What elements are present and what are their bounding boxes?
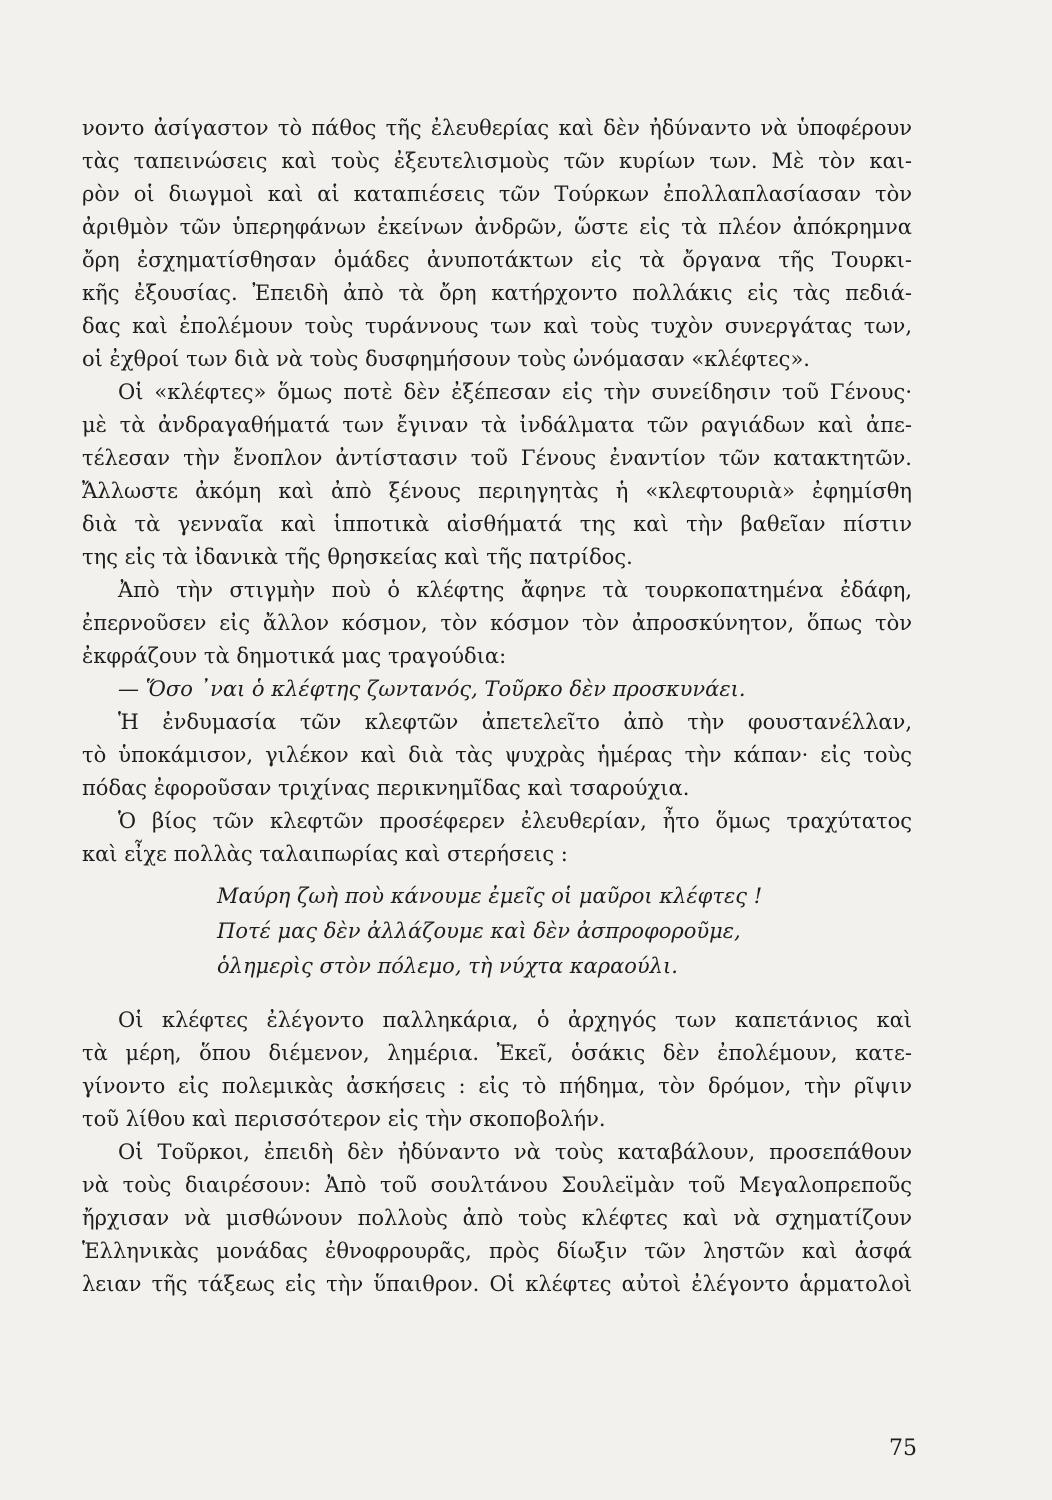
- text-line: ἐκφράζουν τὰ δημοτικά μας τραγούδια:: [82, 644, 507, 668]
- text-line: Ἡ ἐνδυμασία τῶν κλεφτῶν ἀπετελεῖτο ἀπὸ τὴν φουστανέλλαν,: [118, 710, 912, 734]
- text-line: τοῦ λίθου καὶ περισσότερον εἰς τὴν σκοποβολήν.: [82, 1107, 606, 1131]
- text-line: Ἀπὸ τὴν στιγμὴν ποὺ ὁ κλέφτης ἄφηνε τὰ τουρκοπατημένα ἐδάφη,: [118, 578, 912, 602]
- text-line: λειαν τῆς τάξεως εἰς τὴν ὕπαιθρον. Οἱ κλέφτες αὐτοὶ ἐλέγοντο ἁρματολοὶ: [82, 1272, 912, 1296]
- body-text: [82, 112, 912, 1301]
- text-line: δας καὶ ἐπολέμουν τοὺς τυράννους των καὶ τοὺς τυχὸν συνεργάτας των,: [82, 314, 912, 338]
- text-line: οἱ ἐχθροί των διὰ νὰ τοὺς δυσφημήσουν τοὺς ὠνόμασαν «κλέφτες».: [82, 347, 810, 371]
- text-line: Οἱ κλέφτες ἐλέγοντο παλληκάρια, ὁ ἀρχηγός των καπετάνιος καὶ: [118, 1008, 912, 1032]
- text-line: Ὁ βίος τῶν κλεφτῶν προσέφερεν ἐλευθερίαν, ἦτο ὅμως τραχύτατος: [118, 809, 912, 833]
- text-line: Ἄλλωστε ἀκόμη καὶ ἀπὸ ξένους περιηγητὰς ἡ «κλεφτουριὰ» ἐφημίσθη: [82, 479, 912, 503]
- text-line: Οἱ «κλέφτες» ὅμως ποτὲ δὲν ἐξέπεσαν εἰς τὴν συνείδησιν τοῦ Γένους·: [118, 380, 912, 404]
- text-line: γίνοντο εἰς πολεμικὰς ἀσκήσεις : εἰς τὸ πήδημα, τὸν δρόμον, τὴν ρῖψιν: [82, 1074, 912, 1098]
- text-line: διὰ τὰ γενναῖα καὶ ἱπποτικὰ αἰσθήματά της καὶ τὴν βαθεῖαν πίστιν: [82, 512, 912, 536]
- text-line: πόδας ἐφοροῦσαν τριχίνας περικνημῖδας καὶ τσαρούχια.: [82, 776, 690, 800]
- text-line: τὰς ταπεινώσεις καὶ τοὺς ἐξευτελισμοὺς τῶν κυρίων των. Μὲ τὸν και-: [82, 149, 912, 173]
- text-line: τὰ μέρη, ὅπου διέμενον, λημέρια. Ἐκεῖ, ὁσάκις δὲν ἐπολέμουν, κατε-: [82, 1041, 912, 1065]
- text-line: της εἰς τὰ ἰδανικὰ τῆς θρησκείας καὶ τῆς πατρίδος.: [82, 545, 633, 569]
- text-line: Οἱ Τοῦρκοι, ἐπειδὴ δὲν ἠδύναντο νὰ τοὺς καταβάλουν, προσεπάθουν: [118, 1140, 912, 1164]
- text-line: ρὸν οἱ διωγμοὶ καὶ αἱ καταπιέσεις τῶν Τούρκων ἐπολλαπλασίασαν τὸν: [82, 182, 912, 206]
- text-line: τὸ ὑποκάμισον, γιλέκον καὶ διὰ τὰς ψυχρὰς ἡμέρας τὴν κάπαν· εἰς τοὺς: [82, 743, 912, 767]
- text-line: νὰ τοὺς διαιρέσουν: Ἀπὸ τοῦ σουλτάνου Σουλεϊμὰν τοῦ Μεγαλοπρεποῦς: [82, 1173, 912, 1197]
- text-line: ὄρη ἐσχηματίσθησαν ὁμάδες ἀνυποτάκτων εἰς τὰ ὄργανα τῆς Τουρκι-: [82, 248, 912, 272]
- poem-verse: [82, 879, 912, 984]
- dialog-line: — Ὅσο ᾿ναι ὁ κλέφτης ζωντανός, Τοῦρκο δὲν προσκυνάει.: [118, 677, 746, 701]
- text-line: ἀριθμὸν τῶν ὑπερηφάνων ἐκείνων ἀνδρῶν, ὥστε εἰς τὰ πλέον ἀπόκρημνα: [82, 215, 912, 239]
- text-line: ἤρχισαν νὰ μισθώνουν πολλοὺς ἀπὸ τοὺς κλέφτες καὶ νὰ σχηματίζουν: [82, 1206, 912, 1230]
- text-line: Ἑλληνικὰς μονάδας ἐθνοφρουρᾶς, πρὸς δίωξιν τῶν ληστῶν καὶ ἀσφά: [82, 1239, 912, 1263]
- text-line: τέλεσαν τὴν ἔνοπλον ἀντίστασιν τοῦ Γένους ἐναντίον τῶν κατακτητῶν.: [82, 446, 912, 470]
- verse-line: Μαύρη ζωὴ ποὺ κάνουμε ἐμεῖς οἱ μαῦροι κλέφτες !: [217, 884, 763, 908]
- text-line: νοντο ἀσίγαστον τὸ πάθος τῆς ἐλευθερίας καὶ δὲν ἠδύναντο νὰ ὑποφέρουν: [82, 116, 912, 140]
- page-number: 75: [889, 1436, 917, 1461]
- text-line: καὶ εἶχε πολλὰς ταλαιπωρίας καὶ στερήσεις :: [82, 842, 568, 866]
- text-line: ἐπερνοῦσεν εἰς ἄλλον κόσμον, τὸν κόσμον τὸν ἀπροσκύνητον, ὅπως τὸν: [82, 611, 912, 635]
- text-line: μὲ τὰ ἀνδραγαθήματά των ἔγιναν τὰ ἰνδάλματα τῶν ραγιάδων καὶ ἀπε-: [82, 413, 912, 437]
- verse-line: Ποτέ μας δὲν ἀλλάζουμε καὶ δὲν ἀσπροφοροῦμε,: [217, 919, 741, 943]
- verse-line: ὁλημερὶς στὸν πόλεμο, τὴ νύχτα καραούλι.: [217, 954, 678, 978]
- text-line: κῆς ἐξουσίας. Ἐπειδὴ ἀπὸ τὰ ὄρη κατήρχοντο πολλάκις εἰς τὰς πεδιά-: [82, 281, 912, 305]
